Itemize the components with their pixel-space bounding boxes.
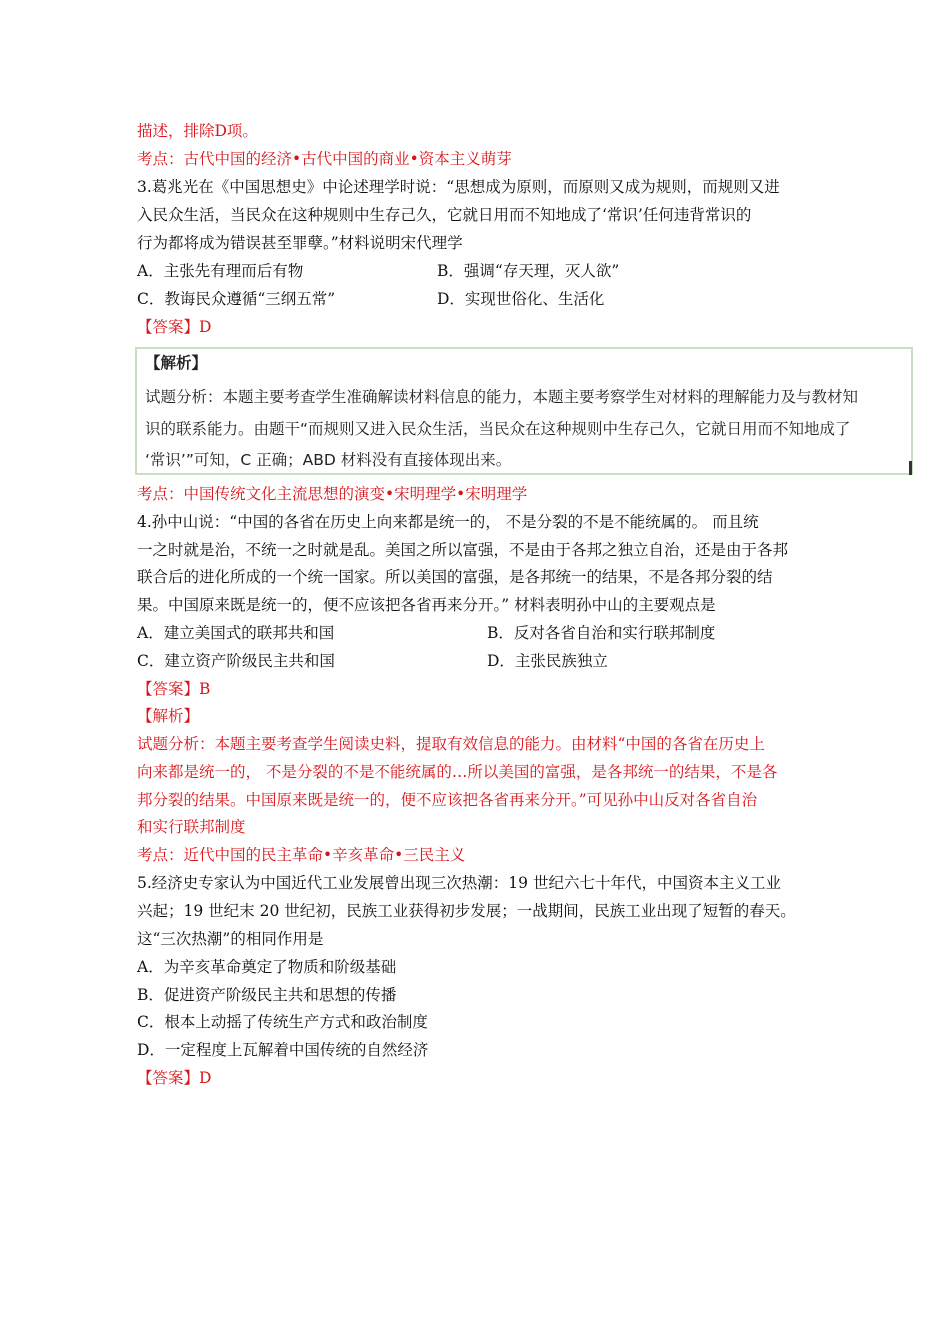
answer-label: 【答案】D (137, 1069, 212, 1087)
option-a: A．主张先有理而后有物 (137, 262, 304, 280)
text-line: 描述，排除D项。 (137, 122, 258, 140)
analysis-text: 识的联系能力。由题干“而规则又进入民众生活，当民众在这种规则中生存己久，它就日用而不知地成了 (145, 420, 851, 438)
kaodian-line: 考点：近代中国的民主革命•辛亥革命•三民主义 (137, 846, 466, 864)
analysis-text: ‘常识’”可知，C 正确；ABD 材料没有直接体现出来。 (145, 451, 512, 469)
question-5-text: 5.经济史专家认为中国近代工业发展曾出现三次热潮：19 世纪六七十年代，中国资本主义工业 (137, 874, 781, 892)
analysis-text: 向来都是统一的， 不是分裂的不是不能统属的…所以美国的富强，是各邦统一的结果，不是各 (137, 763, 778, 781)
kaodian-line: 考点：中国传统文化主流思想的演变•宋明理学•宋明理学 (137, 485, 528, 503)
option-c: C．建立资产阶级民主共和国 (137, 652, 335, 670)
option-c: C．教诲民众遵循“三纲五常” (137, 290, 336, 308)
question-3-text: 行为都将成为错误甚至罪孽。”材料说明宋代理学 (137, 234, 463, 252)
question-4-text: 联合后的进化所成的一个统一国家。所以美国的富强，是各邦统一的结果，不是各邦分裂的结 (137, 568, 773, 586)
edge-mark (909, 461, 912, 475)
kaodian-line: 考点：古代中国的经济•古代中国的商业•资本主义萌芽 (137, 150, 512, 168)
option-d: D．主张民族独立 (487, 652, 608, 670)
analysis-image-box (135, 347, 913, 475)
option-b: B．促进资产阶级民主共和思想的传播 (137, 986, 397, 1004)
question-3-text: 3.葛兆光在《中国思想史》中论述理学时说：“思想成为原则，而原则又成为规则，而规则又进 (137, 178, 780, 196)
analysis-text: 和实行联邦制度 (137, 818, 246, 836)
question-4-text: 一之时就是治，不统一之时就是乱。美国之所以富强，不是由于各邦之独立自治，还是由于各邦 (137, 541, 789, 559)
question-5-text: 这“三次热潮”的相同作用是 (137, 930, 324, 948)
option-b: B．反对各省自治和实行联邦制度 (487, 624, 716, 642)
question-4-text: 果。中国原来既是统一的，便不应该把各省再来分开。” 材料表明孙中山的主要观点是 (137, 596, 716, 614)
option-a: A．建立美国式的联邦共和国 (137, 624, 335, 642)
option-b: B．强调“存天理，灭人欲” (437, 262, 620, 280)
answer-label: 【答案】B (137, 680, 211, 698)
analysis-text: 试题分析：本题主要考查学生阅读史料，提取有效信息的能力。由材料“中国的各省在历史上 (137, 735, 765, 753)
question-3-text: 入民众生活，当民众在这种规则中生存己久，它就日用而不知地成了‘常识’任何违背常识的 (137, 206, 752, 224)
option-c: C．根本上动摇了传统生产方式和政治制度 (137, 1013, 428, 1031)
analysis-text: 试题分析：本题主要考查学生准确解读材料信息的能力，本题主要考察学生对材料的理解能力及与教材知 (145, 388, 859, 406)
question-4-text: 4.孙中山说：“中国的各省在历史上向来都是统一的， 不是分裂的不是不能统属的。 而且统 (137, 513, 759, 531)
option-a: A．为辛亥革命奠定了物质和阶级基础 (137, 958, 397, 976)
analysis-label: 【解析】 (137, 707, 200, 725)
answer-label: 【答案】D (137, 318, 212, 336)
option-d: D．一定程度上瓦解着中国传统的自然经济 (137, 1041, 429, 1059)
analysis-text: 邦分裂的结果。中国原来既是统一的，便不应该把各省再来分开。”可见孙中山反对各省自治 (137, 791, 758, 809)
question-5-text: 兴起；19 世纪末 20 世纪初，民族工业获得初步发展；一战期间，民族工业出现了短暂的春天。 (137, 902, 796, 920)
analysis-title: 【解析】 (145, 354, 208, 372)
option-d: D．实现世俗化、生活化 (437, 290, 605, 308)
